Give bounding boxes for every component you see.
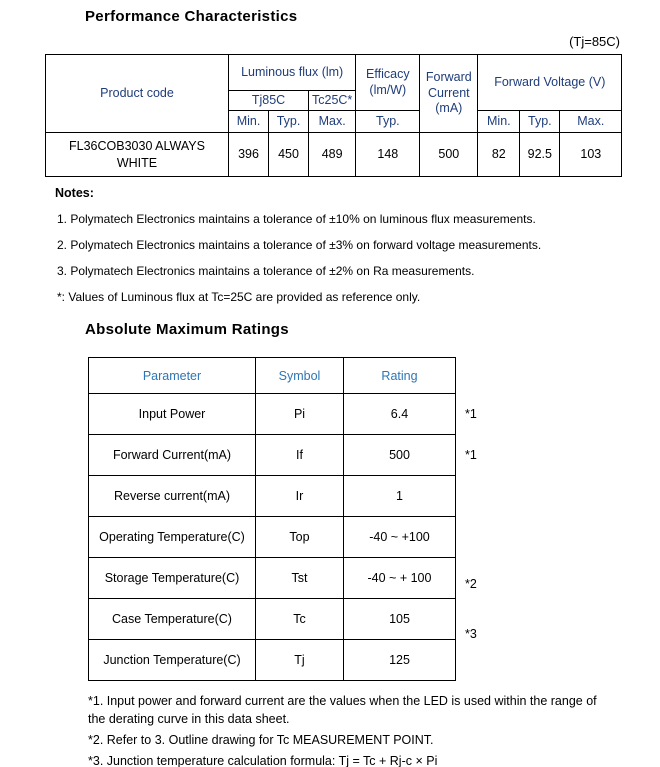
ratings-table bbox=[88, 357, 490, 681]
rating-symbol: Tj bbox=[256, 640, 344, 681]
performance-table bbox=[45, 54, 622, 177]
footnotes-section bbox=[88, 692, 616, 767]
cell-efficacy-typ: 148 bbox=[356, 133, 420, 177]
header-forward-current: Forward Current (mA) bbox=[420, 55, 478, 133]
notes-label: Notes: bbox=[55, 186, 94, 200]
section-title-ratings: Absolute Maximum Ratings bbox=[85, 321, 289, 338]
ratings-header-symbol: Symbol bbox=[256, 358, 344, 394]
ratings-header-rating: Rating bbox=[344, 358, 456, 394]
cell-fv-min: 82 bbox=[478, 133, 520, 177]
rating-mark bbox=[456, 517, 490, 558]
section-title-performance: Performance Characteristics bbox=[85, 8, 298, 25]
header-fv-min: Min. bbox=[478, 111, 520, 133]
rating-parameter: Operating Temperature(C) bbox=[89, 517, 256, 558]
header-tj85c: Tj85C bbox=[229, 91, 309, 111]
ratings-row-operating-temperature bbox=[89, 517, 490, 558]
header-product-code: Product code bbox=[46, 55, 229, 133]
rating-parameter: Reverse current(mA) bbox=[89, 476, 256, 517]
rating-mark: *1 bbox=[465, 407, 477, 421]
rating-parameter: Junction Temperature(C) bbox=[89, 640, 256, 681]
rating-value: 500 bbox=[344, 435, 456, 476]
rating-value: 1 bbox=[344, 476, 456, 517]
footnote-3: *3. Junction temperature calculation formula: Tj = Tc + Rj-c × Pi bbox=[88, 754, 438, 767]
ratings-row-case-temperature bbox=[89, 599, 490, 640]
rating-mark: *3 bbox=[465, 626, 477, 641]
note-item-1: 1. Polymatech Electronics maintains a tolerance of ±10% on luminous flux measurements. bbox=[57, 212, 536, 226]
rating-symbol: Tc bbox=[256, 599, 344, 640]
rating-symbol: Pi bbox=[256, 394, 344, 435]
ratings-row-input-power bbox=[89, 394, 490, 435]
ratings-row-storage-temperature bbox=[89, 558, 490, 599]
cell-lf-max: 489 bbox=[309, 133, 356, 177]
cell-forward-current: 500 bbox=[420, 133, 478, 177]
header-lf-max: Max. bbox=[309, 111, 356, 133]
notes-section bbox=[55, 186, 660, 304]
header-fv-typ: Typ. bbox=[520, 111, 560, 133]
header-tc25c: Tc25C* bbox=[309, 91, 356, 111]
rating-parameter: Case Temperature(C) bbox=[89, 599, 256, 640]
note-item-2: 2. Polymatech Electronics maintains a tolerance of ±3% on forward voltage measurements. bbox=[57, 238, 542, 252]
rating-symbol: If bbox=[256, 435, 344, 476]
ratings-row-junction-temperature bbox=[89, 640, 490, 681]
rating-parameter: Storage Temperature(C) bbox=[89, 558, 256, 599]
header-efficacy-typ: Typ. bbox=[356, 111, 420, 133]
note-item-3: 3. Polymatech Electronics maintains a tolerance of ±2% on Ra measurements. bbox=[57, 264, 475, 278]
header-efficacy: Efficacy (lm/W) bbox=[356, 55, 420, 111]
rating-value: 105 bbox=[344, 599, 456, 640]
header-fv-max: Max. bbox=[560, 111, 622, 133]
cell-fv-max: 103 bbox=[560, 133, 622, 177]
rating-mark bbox=[456, 476, 490, 517]
ratings-row-forward-current bbox=[89, 435, 490, 476]
ratings-header-parameter: Parameter bbox=[89, 358, 256, 394]
ratings-header-mark-spacer bbox=[456, 358, 490, 394]
tj-condition-note: (Tj=85C) bbox=[569, 34, 620, 49]
cell-lf-min: 396 bbox=[229, 133, 269, 177]
rating-value: 125 bbox=[344, 640, 456, 681]
rating-value: -40 ~ +100 bbox=[344, 517, 456, 558]
ratings-row-reverse-current bbox=[89, 476, 490, 517]
rating-parameter: Input Power bbox=[89, 394, 256, 435]
header-luminous-flux: Luminous flux (lm) bbox=[229, 55, 356, 91]
rating-mark: *1 bbox=[465, 448, 477, 462]
rating-value: 6.4 bbox=[344, 394, 456, 435]
footnote-2: *2. Refer to 3. Outline drawing for Tc MEASUREMENT POINT. bbox=[88, 733, 434, 747]
footnote-1: *1. Input power and forward current are the values when the LED is used within the range of the derating curve in this data sheet. bbox=[88, 694, 597, 726]
cell-lf-typ: 450 bbox=[269, 133, 309, 177]
header-lf-typ: Typ. bbox=[269, 111, 309, 133]
rating-parameter: Forward Current(mA) bbox=[89, 435, 256, 476]
rating-mark: *2 bbox=[465, 576, 477, 591]
note-item-asterisk: *: Values of Luminous flux at Tc=25C are provided as reference only. bbox=[57, 290, 421, 304]
rating-value: -40 ~ + 100 bbox=[344, 558, 456, 599]
performance-data-row bbox=[46, 133, 622, 177]
rating-symbol: Tst bbox=[256, 558, 344, 599]
header-lf-min: Min. bbox=[229, 111, 269, 133]
rating-symbol: Top bbox=[256, 517, 344, 558]
cell-product-code: FL36COB3030 ALWAYS WHITE bbox=[46, 133, 229, 177]
rating-mark bbox=[456, 640, 490, 681]
cell-fv-typ: 92.5 bbox=[520, 133, 560, 177]
header-forward-voltage: Forward Voltage (V) bbox=[478, 55, 622, 111]
rating-symbol: Ir bbox=[256, 476, 344, 517]
